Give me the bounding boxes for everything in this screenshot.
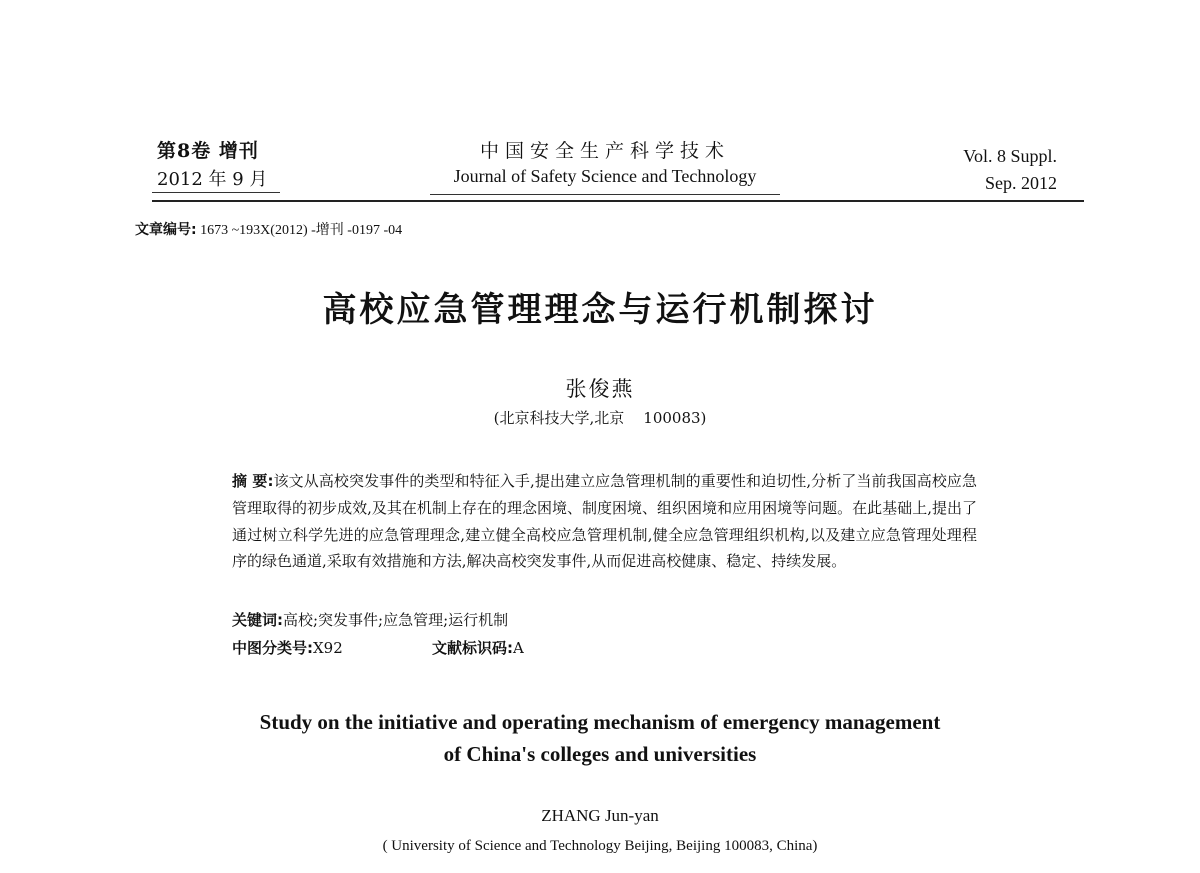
- article-number-value: 1673 ~193X(2012) -增刊 -0197 -04: [196, 223, 403, 238]
- header-rule-center: [430, 194, 780, 195]
- abstract: [232, 468, 977, 575]
- volume-issue-en: Vol. 8 Suppl.: [963, 146, 1057, 166]
- date-en: Sep. 2012: [985, 173, 1057, 193]
- article-number-label: 文章编号:: [135, 222, 197, 238]
- abstract-text: 该文从高校突发事件的类型和特征入手,提出建立应急管理机制的重要性和迫切性,分析了当前我国高校应急管理取得的初步成效,及其在机制上存在的理念困境、制度困境、组织困境和应用困境等问题。在此基础上,提出了通过树立科学先进的应急管理理念,建立健全高校应急管理机制,健全应急管理组织机构,以及建立应急管理处理程序的绿色通道,采取有效措施和方法,解决高校突发事件,从而促进高校健康、稳定、持续发展。: [232, 472, 977, 571]
- affiliation-cn: (北京科技大学,北京 100083): [493, 409, 707, 427]
- document-code: [432, 637, 524, 658]
- abstract-label: 摘 要:: [232, 472, 274, 490]
- keywords: [232, 609, 508, 630]
- affiliation-en: ( University of Science and Technology Beijing, Beijing 100083, China): [382, 838, 818, 854]
- header-divider: [152, 200, 1084, 202]
- journal-name-en: Journal of Safety Science and Technology: [453, 166, 757, 186]
- volume-issue-cn: 第8卷 增刊: [157, 140, 259, 162]
- classification-value: X92: [313, 639, 343, 657]
- paper-title-en-line1: Study on the initiative and operating mechanism of emergency management: [259, 710, 941, 734]
- header-rule-left: [152, 192, 280, 193]
- journal-name-cn: 中国安全生产科学技术: [479, 140, 730, 162]
- author-name-cn: 张俊燕: [565, 377, 635, 401]
- paper-title-cn: 高校应急管理理念与运行机制探讨: [322, 290, 878, 330]
- document-code-value: A: [513, 639, 524, 657]
- classification-number: [232, 637, 343, 658]
- paper-title-en-line2: of China's colleges and universities: [443, 742, 757, 766]
- date-cn: 2012 年 9 月: [157, 169, 268, 190]
- classification-label: 中图分类号:: [232, 639, 313, 657]
- document-code-label: 文献标识码:: [432, 639, 513, 657]
- paper-title-en: [0, 706, 1200, 770]
- article-number: [135, 219, 402, 239]
- keywords-text: 高校;突发事件;应急管理;运行机制: [283, 611, 509, 629]
- keywords-label: 关键词:: [232, 611, 283, 629]
- author-name-en: ZHANG Jun-yan: [541, 806, 659, 825]
